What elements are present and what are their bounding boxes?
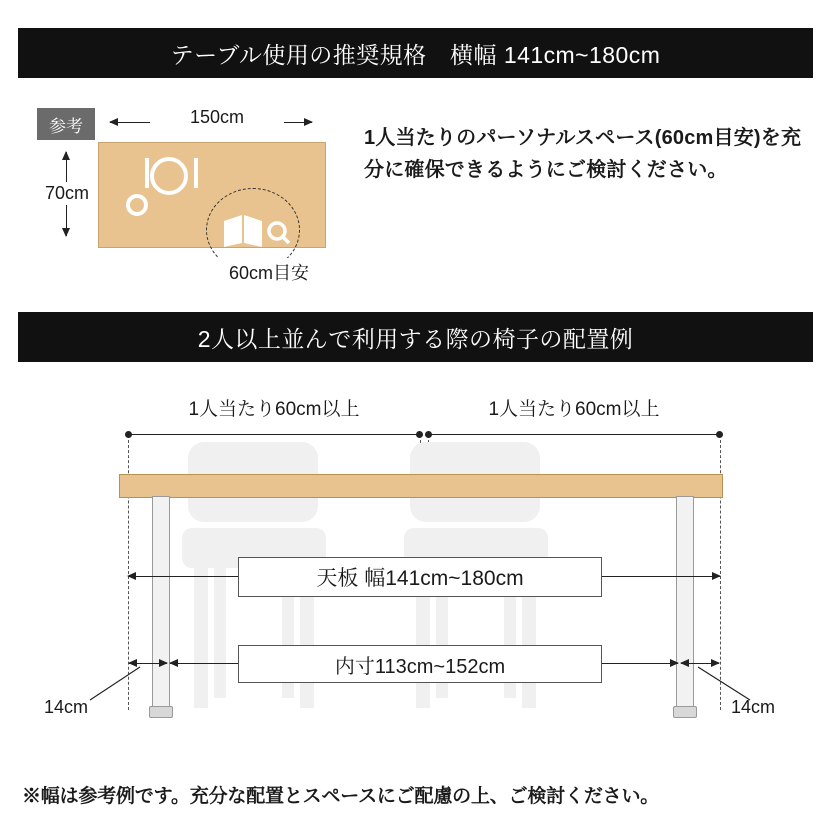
seat-space-label-left: 1人当たり60cm以上	[188, 399, 360, 420]
top-width-dimension-box	[238, 557, 602, 597]
leg-thickness-label-right: 14cm	[731, 697, 776, 717]
table-top-bar	[119, 474, 723, 498]
personal-space-label: 60cm目安	[197, 258, 341, 286]
leg-thickness-label-left: 14cm	[44, 697, 89, 717]
table-width-label: 150cm	[150, 107, 284, 128]
reference-badge	[37, 108, 95, 140]
section-1-title-bar	[18, 28, 813, 78]
seat-space-label-right: 1人当たり60cm以上	[488, 399, 660, 420]
section-2-title: 2人以上並んで利用する際の椅子の配置例	[197, 325, 634, 352]
section-2-title-bar	[18, 312, 813, 362]
section-1-paragraph: 1人当たりのパーソナルスペース(60cm目安)を充分に確保できるようにご検討ください。	[364, 127, 802, 182]
reference-badge-label: 参考	[49, 116, 83, 136]
section-1-title: テーブル使用の推奨規格 横幅 141cm~180cm	[170, 41, 661, 68]
table-depth-label: 70cm	[26, 182, 108, 205]
seat-space-arrow-right	[428, 434, 720, 435]
leg-callout-lines	[40, 655, 800, 715]
footnote: ※幅は参考例です。充分な配置とスペースにご配慮の上、ご検討ください。	[22, 786, 660, 807]
inner-width-dimension-label: 内寸113cm~152cm	[334, 655, 506, 678]
top-width-dimension-label: 天板 幅141cm~180cm	[316, 567, 524, 590]
seat-space-arrow-left	[128, 434, 420, 435]
